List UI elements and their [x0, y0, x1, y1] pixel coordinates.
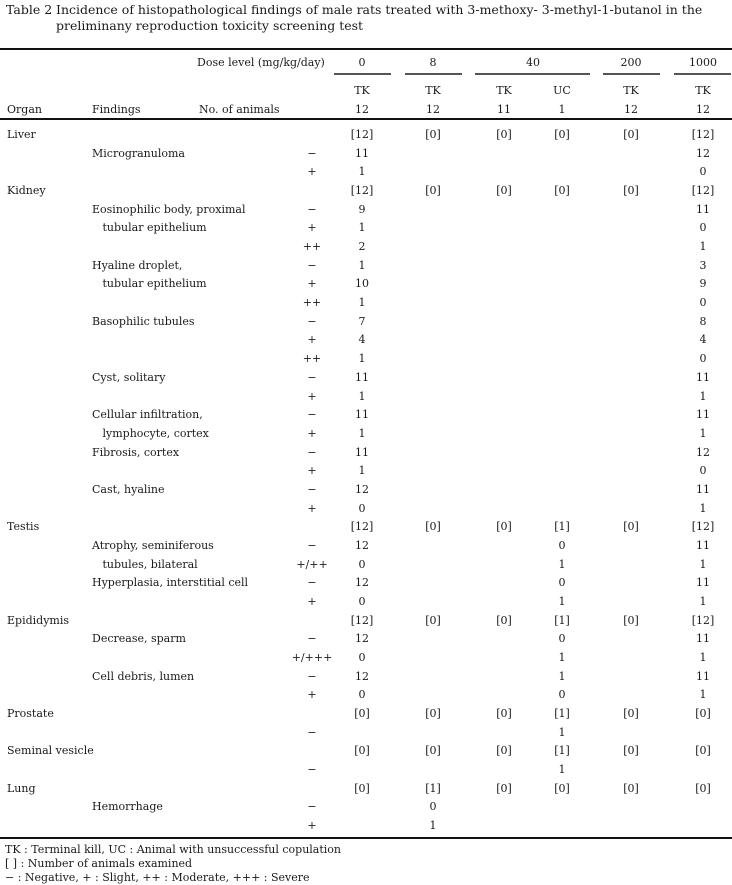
value-cell: 1 — [358, 221, 366, 234]
grade-cell: + — [307, 277, 317, 290]
value-cell: 3 — [699, 259, 707, 272]
value-cell: 11 — [696, 203, 710, 216]
value-cell: 1 — [699, 390, 707, 403]
dose-underline — [334, 73, 391, 75]
value-cell: 1 — [558, 558, 566, 571]
value-cell: [0] — [496, 707, 512, 720]
value-cell: 11 — [696, 576, 710, 589]
value-cell: [0] — [425, 520, 441, 533]
animal-count: 1 — [558, 103, 566, 116]
organ-cell: Prostate — [7, 707, 54, 720]
value-cell: 1 — [558, 670, 566, 683]
value-cell: [0] — [554, 128, 570, 141]
value-cell: 12 — [355, 576, 369, 589]
finding-cell: Atrophy, seminiferous — [92, 539, 214, 552]
finding-cell: Cellular infiltration, — [92, 408, 203, 421]
value-cell: 4 — [358, 333, 366, 346]
value-cell: [0] — [623, 707, 639, 720]
group-header: TK — [354, 84, 370, 97]
value-cell: [1] — [554, 614, 570, 627]
bottom-rule — [0, 837, 732, 839]
value-cell: [0] — [425, 707, 441, 720]
grade-cell: + — [307, 595, 317, 608]
grade-cell: − — [307, 259, 317, 272]
value-cell: 0 — [558, 539, 566, 552]
value-cell: 0 — [358, 558, 366, 571]
dose-underline — [674, 73, 731, 75]
value-cell: 1 — [358, 259, 366, 272]
value-cell: 11 — [696, 371, 710, 384]
grade-cell: − — [307, 446, 317, 459]
value-cell: 1 — [699, 240, 707, 253]
grade-cell: − — [307, 576, 317, 589]
dose-header: 8 — [429, 56, 437, 69]
value-cell: 11 — [696, 408, 710, 421]
value-cell: 1 — [699, 688, 707, 701]
grade-cell: + — [307, 688, 317, 701]
finding-cell: Microgranuloma — [92, 147, 185, 160]
grade-cell: ++ — [302, 240, 322, 253]
value-cell: 0 — [699, 296, 707, 309]
value-cell: 4 — [699, 333, 707, 346]
value-cell: [0] — [623, 184, 639, 197]
finding-cell: Hyperplasia, interstitial cell — [92, 576, 249, 589]
dose-header: 0 — [358, 56, 366, 69]
grade-cell: + — [307, 819, 317, 832]
value-cell: 1 — [358, 165, 366, 178]
value-cell: 1 — [358, 352, 366, 365]
value-cell: [0] — [695, 744, 711, 757]
finding-cell: tubular epithelium — [92, 221, 207, 234]
value-cell: 0 — [558, 688, 566, 701]
value-cell: 12 — [696, 446, 710, 459]
group-header: TK — [425, 84, 441, 97]
value-cell: 0 — [699, 165, 707, 178]
grade-cell: ++ — [302, 352, 322, 365]
value-cell: 1 — [699, 595, 707, 608]
value-cell: 12 — [355, 670, 369, 683]
header-rule — [0, 118, 732, 120]
value-cell: 0 — [699, 221, 707, 234]
value-cell: [0] — [623, 520, 639, 533]
grade-cell: + — [307, 502, 317, 515]
finding-cell: Hyaline droplet, — [92, 259, 183, 272]
value-cell: 11 — [696, 632, 710, 645]
value-cell: [1] — [425, 782, 441, 795]
grade-cell: − — [307, 147, 317, 160]
grade-cell: + — [307, 427, 317, 440]
value-cell: 12 — [355, 632, 369, 645]
value-cell: 1 — [429, 819, 437, 832]
value-cell: 1 — [699, 502, 707, 515]
value-cell: [12] — [691, 614, 715, 627]
value-cell: 12 — [355, 483, 369, 496]
grade-cell: − — [307, 632, 317, 645]
value-cell: 1 — [358, 427, 366, 440]
value-cell: [0] — [554, 184, 570, 197]
finding-cell: lymphocyte, cortex — [92, 427, 209, 440]
organ-cell: Kidney — [7, 184, 46, 197]
finding-cell: tubules, bilateral — [92, 558, 198, 571]
dose-underline — [603, 73, 660, 75]
dose-header: 200 — [620, 56, 642, 69]
value-cell: 9 — [358, 203, 366, 216]
finding-cell: Fibrosis, cortex — [92, 446, 180, 459]
value-cell: [0] — [496, 520, 512, 533]
value-cell: 0 — [358, 502, 366, 515]
value-cell: [0] — [623, 744, 639, 757]
table-label: Table 2 — [6, 2, 53, 17]
value-cell: [0] — [354, 744, 370, 757]
dose-header: 1000 — [689, 56, 717, 69]
grade-cell: − — [307, 539, 317, 552]
grade-cell: +/+++ — [291, 651, 333, 664]
grade-cell: − — [307, 800, 317, 813]
finding-cell: Cyst, solitary — [92, 371, 166, 384]
grade-cell: − — [307, 315, 317, 328]
grade-cell: − — [307, 763, 317, 776]
top-rule — [0, 48, 732, 50]
value-cell: [0] — [623, 128, 639, 141]
dose-level-label: Dose level (mg/kg/day) — [197, 56, 325, 69]
organ-cell: Epididymis — [7, 614, 69, 627]
value-cell: 11 — [696, 483, 710, 496]
finding-cell: Decrease, sparm — [92, 632, 186, 645]
animal-count: 12 — [355, 103, 369, 116]
value-cell: 0 — [358, 688, 366, 701]
value-cell: 12 — [355, 539, 369, 552]
value-cell: [0] — [496, 744, 512, 757]
group-header: TK — [623, 84, 639, 97]
value-cell: 1 — [699, 427, 707, 440]
value-cell: 1 — [358, 464, 366, 477]
finding-cell: tubular epithelium — [92, 277, 207, 290]
dose-underline — [405, 73, 462, 75]
value-cell: 1 — [699, 651, 707, 664]
grade-cell: − — [307, 408, 317, 421]
finding-cell: Eosinophilic body, proximal — [92, 203, 246, 216]
group-header: UC — [553, 84, 571, 97]
group-header: TK — [695, 84, 711, 97]
value-cell: 1 — [358, 296, 366, 309]
value-cell: [12] — [350, 128, 374, 141]
value-cell: 7 — [358, 315, 366, 328]
value-cell: 1 — [558, 595, 566, 608]
value-cell: [12] — [350, 520, 374, 533]
finding-cell: Hemorrhage — [92, 800, 163, 813]
value-cell: 2 — [358, 240, 366, 253]
finding-cell: Cell debris, lumen — [92, 670, 195, 683]
value-cell: [0] — [623, 614, 639, 627]
dose-underline — [475, 73, 590, 75]
value-cell: 1 — [558, 726, 566, 739]
value-cell: [12] — [691, 128, 715, 141]
value-cell: [12] — [691, 520, 715, 533]
value-cell: [1] — [554, 707, 570, 720]
value-cell: [1] — [554, 520, 570, 533]
value-cell: 11 — [355, 147, 369, 160]
grade-cell: ++ — [302, 296, 322, 309]
footnote: TK : Terminal kill, UC : Animal with unsuccessful copulation — [5, 843, 342, 856]
grade-cell: − — [307, 726, 317, 739]
grade-cell: + — [307, 390, 317, 403]
grade-cell: + — [307, 221, 317, 234]
grade-cell: − — [307, 371, 317, 384]
value-cell: [0] — [695, 782, 711, 795]
value-cell: 0 — [358, 651, 366, 664]
value-cell: [0] — [354, 707, 370, 720]
value-cell: [0] — [425, 128, 441, 141]
value-cell: 11 — [355, 371, 369, 384]
footnote: [ ] : Number of animals examined — [5, 857, 193, 870]
animal-count: 12 — [426, 103, 440, 116]
findings-header: Findings — [92, 103, 141, 116]
value-cell: 1 — [358, 390, 366, 403]
value-cell: [12] — [350, 614, 374, 627]
animal-count: 11 — [497, 103, 511, 116]
value-cell: [12] — [691, 184, 715, 197]
grade-cell: − — [307, 203, 317, 216]
value-cell: 9 — [699, 277, 707, 290]
value-cell: [0] — [425, 614, 441, 627]
value-cell: 8 — [699, 315, 707, 328]
value-cell: [0] — [554, 782, 570, 795]
value-cell: [0] — [425, 744, 441, 757]
organ-cell: Testis — [7, 520, 40, 533]
value-cell: 0 — [358, 595, 366, 608]
value-cell: 0 — [429, 800, 437, 813]
value-cell: 11 — [355, 408, 369, 421]
value-cell: [12] — [350, 184, 374, 197]
value-cell: [0] — [496, 184, 512, 197]
finding-cell: Basophilic tubules — [92, 315, 195, 328]
value-cell: [0] — [623, 782, 639, 795]
animal-count: 12 — [624, 103, 638, 116]
value-cell: 1 — [699, 558, 707, 571]
group-header: TK — [496, 84, 512, 97]
value-cell: [0] — [496, 782, 512, 795]
grade-cell: − — [307, 483, 317, 496]
value-cell: [0] — [425, 184, 441, 197]
grade-cell: − — [307, 670, 317, 683]
grade-cell: + — [307, 464, 317, 477]
animal-count: 12 — [696, 103, 710, 116]
value-cell: 1 — [558, 651, 566, 664]
finding-cell: Cast, hyaline — [92, 483, 165, 496]
no-animals-header: No. of animals — [199, 103, 280, 116]
value-cell: [0] — [496, 614, 512, 627]
value-cell: 10 — [355, 277, 369, 290]
grade-cell: +/++ — [296, 558, 328, 571]
value-cell: 0 — [699, 352, 707, 365]
organ-cell: Lung — [7, 782, 36, 795]
value-cell: [0] — [354, 782, 370, 795]
value-cell: 11 — [696, 539, 710, 552]
dose-header: 40 — [526, 56, 540, 69]
value-cell: 12 — [696, 147, 710, 160]
organ-cell: Liver — [7, 128, 36, 141]
value-cell: 0 — [558, 576, 566, 589]
organ-header: Organ — [7, 103, 42, 116]
footnote: − : Negative, + : Slight, ++ : Moderate, +++ : Severe — [5, 871, 310, 884]
value-cell: 11 — [355, 446, 369, 459]
value-cell: [0] — [496, 128, 512, 141]
organ-cell: Seminal vesicle — [7, 744, 94, 757]
value-cell: [1] — [554, 744, 570, 757]
value-cell: 0 — [558, 632, 566, 645]
value-cell: 0 — [699, 464, 707, 477]
grade-cell: + — [307, 165, 317, 178]
grade-cell: + — [307, 333, 317, 346]
value-cell: 1 — [558, 763, 566, 776]
table-title: Incidence of histopathological findings of male rats treated with 3-methoxy- 3-methyl-1-butanol in the preliminany reproduction toxicity screening test — [56, 2, 703, 33]
value-cell: [0] — [695, 707, 711, 720]
value-cell: 11 — [696, 670, 710, 683]
